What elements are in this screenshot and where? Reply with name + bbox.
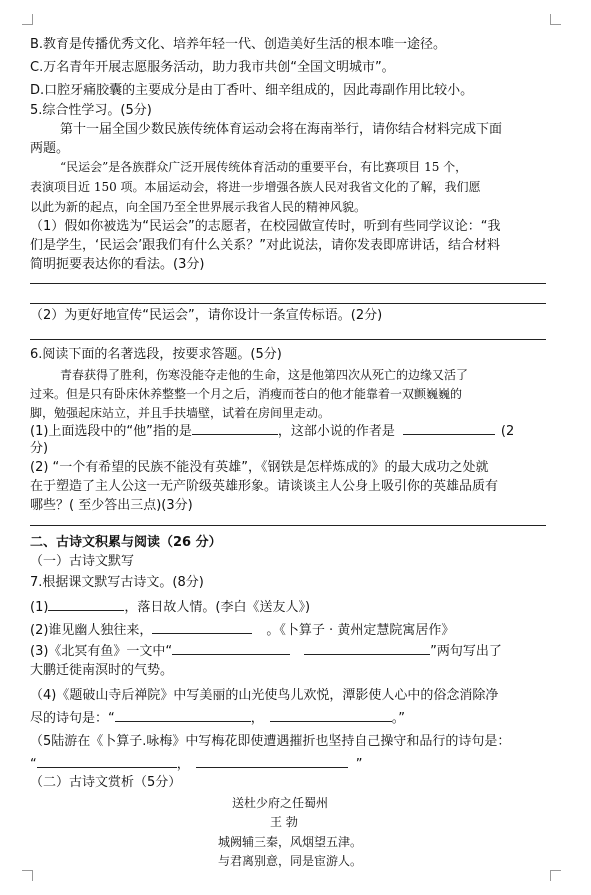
poem-author: 王 勃 (270, 815, 298, 829)
q7-item-4-line-1: （4)《题破山寺后禅院》中写美丽的山光使鸟儿欢悦，潭影使人心中的俗念消除净 (30, 688, 499, 703)
q7-item-2-source: 。《卜算子 · 黄州定慧院寓居作》 (266, 623, 455, 638)
q7-item-3-tail: ”两句写出了 (430, 644, 502, 659)
option-d: D.口腔牙痛胶囊的主要成分是由丁香叶、细辛组成的，因此毒副作用比较小。 (30, 83, 474, 98)
q5-intro-line-2: 两题。 (30, 141, 70, 156)
q7-item-2 (30, 620, 454, 640)
answer-blank[interactable] (304, 641, 430, 655)
crop-mark-top-left (22, 14, 33, 25)
q6-passage-line-2: 过来。但是只有卧床休养整整一个月之后，消瘦而苍白的他才能靠着一双颤巍巍的 (30, 387, 463, 401)
q6-sub1-line (30, 421, 514, 441)
q7-item-3-text: (3)《北冥有鱼》一文中“ (30, 644, 173, 659)
q7-item-3 (30, 641, 502, 661)
q6-sub1-score: (2 (500, 424, 515, 439)
q5-material-line-3: 以此为新的起点，向全国乃至全世界展示我省人民的精神风貌。 (30, 200, 367, 214)
q6-sub1-score-cont: 分) (30, 441, 49, 456)
q7-item-5-close: ” (355, 757, 363, 772)
q7-item-3-cont: 大鹏迁徙南溟时的气势。 (30, 663, 174, 678)
poem-line-2: 与君离别意，同是宦游人。 (218, 854, 363, 868)
q5-sub1-line-2: 们是学生，‘民运会’跟我们有什么关系？”对此说法，请你发表即席讲话，结合材料 (30, 238, 501, 253)
q7-item-5-open: “ (30, 757, 37, 772)
answer-blank[interactable] (115, 708, 251, 722)
option-c: C.万名青年开展志愿服务活动，助力我市共创“全国文明城市”。 (30, 60, 395, 75)
answer-blank[interactable] (192, 421, 278, 435)
section2-part1: （一）古诗文默写 (30, 554, 135, 569)
q7-item-5-comma: ， (176, 757, 190, 772)
q5-material-line-2: 表演项目近 150 项。本届运动会，将进一步增强各族人民对我省文化的了解，我们愿 (30, 180, 481, 194)
q7-item-1-number: (1) (30, 600, 49, 615)
q7-item-5-line-2 (30, 754, 363, 774)
poem-line-1: 城阙辅三秦，风烟望五津。 (218, 835, 363, 849)
q6-passage-line-1: 青春获得了胜利，伤寒没能夺走他的生命，这是他第四次从死亡的边缘又活了 (60, 368, 469, 382)
q7-item-4-line-2 (30, 708, 405, 728)
q5-sub2: （2）为更好地宣传“民运会”，请你设计一条宣传标语。(2分) (30, 308, 383, 323)
q6-sub1-prompt: (1)上面选段中的“他”指的是 (30, 424, 192, 439)
answer-blank[interactable] (48, 597, 124, 611)
q5-sub1-line-1: （1）假如你被选为“民运会”的志愿者，在校园做宣传时，听到有些同学议论：“我 (30, 219, 501, 234)
q5-title: 5.综合性学习。(5分) (30, 103, 152, 118)
section2-part2: （二）古诗文赏析（5分） (30, 775, 182, 790)
q7-item-4-comma: ， (250, 711, 264, 726)
q5-sub1-line-3: 简明扼要表达你的看法。(3分) (30, 257, 205, 272)
q7-item-4-close: 。” (391, 711, 406, 726)
answer-blank[interactable] (196, 754, 348, 768)
answer-blank[interactable] (172, 641, 290, 655)
crop-mark-bottom-right (550, 870, 561, 881)
q7-item-5-line-1: （5陆游在《卜算子.咏梅》中写梅花即使遭遇摧折也坚持自己操守和品行的诗句是： (30, 734, 511, 749)
answer-blank[interactable] (152, 620, 252, 634)
q6-sub1-author-prompt: ，这部小说的作者是 (277, 424, 395, 439)
q6-sub2-line-2: 在于塑造了主人公这一无产阶级英雄形象。请谈谈主人公身上吸引你的英雄品质有 (30, 479, 499, 494)
q7-item-4-prompt: 尽的诗句是：“ (30, 711, 115, 726)
crop-mark-top-right (550, 14, 561, 25)
q7-item-2-text: (2)谁见幽人独往来， (30, 623, 153, 638)
q5-material-line-1: “民运会”是各族群众广泛开展传统体育活动的重要平台，有比赛项目 15 个， (60, 160, 468, 174)
q7-item-1-text: ，落日故人情。(李白《送友人》) (124, 600, 311, 615)
answer-blank[interactable] (270, 708, 392, 722)
q6-passage-line-3: 脚，勉强起床站立，并且手扶墙壁，试着在房间里走动。 (30, 406, 331, 420)
answer-line[interactable] (30, 525, 546, 526)
poem-title: 送杜少府之任蜀州 (232, 796, 329, 810)
answer-blank[interactable] (37, 754, 177, 768)
answer-line[interactable] (30, 339, 546, 340)
q7-item-1 (30, 597, 310, 617)
answer-line[interactable] (30, 283, 546, 284)
q6-title: 6.阅读下面的名著选段，按要求答题。(5分) (30, 347, 282, 362)
answer-line[interactable] (30, 303, 546, 304)
answer-blank[interactable] (403, 421, 495, 435)
q5-intro-line-1: 第十一届全国少数民族传统体育运动会将在海南举行，请你结合材料完成下面 (60, 122, 503, 137)
q7-title: 7.根据课文默写古诗文。(8分) (30, 575, 204, 590)
option-b: B.教育是传播优秀文化、培养年轻一代、创造美好生活的根本唯一途径。 (30, 37, 447, 52)
q6-sub2-line-3: 哪些？( 至少答出三点)(3分) (30, 498, 193, 513)
section2-title: 二、古诗文积累与阅读（26 分） (30, 535, 222, 550)
crop-mark-bottom-left (22, 870, 33, 881)
q6-sub2-line-1: (2) “一个有希望的民族不能没有英雄”，《钢铁是怎样炼成的》的最大成功之处就 (30, 460, 489, 475)
